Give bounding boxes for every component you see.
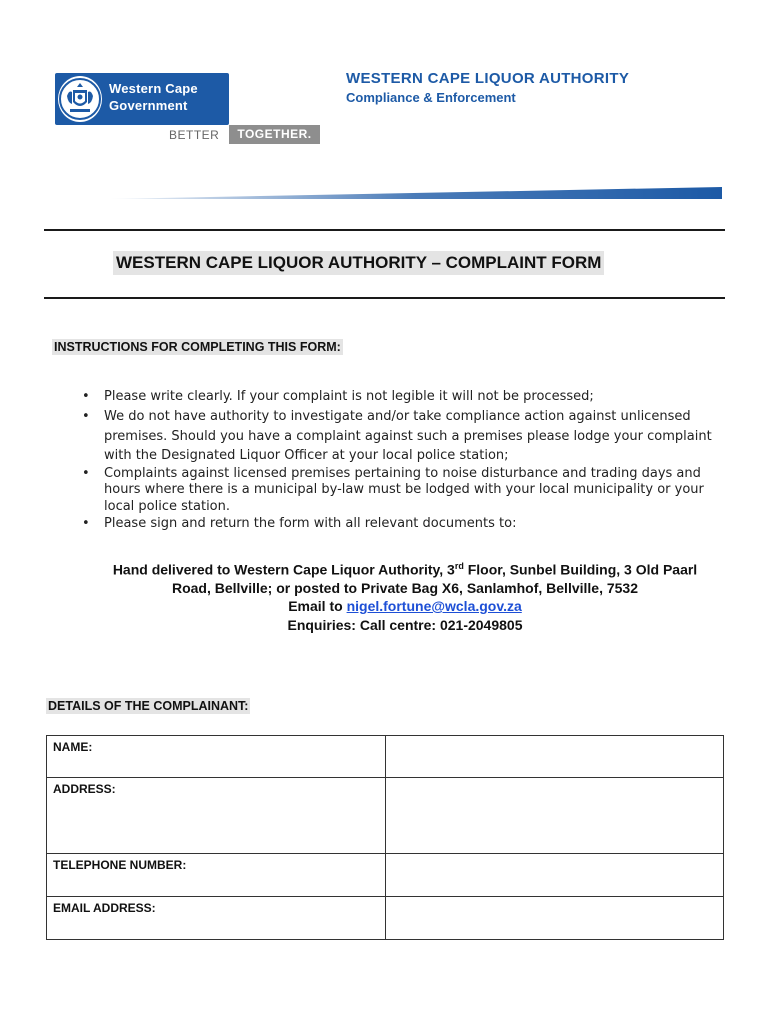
address-field[interactable] — [386, 778, 724, 854]
bullet-icon: • — [82, 409, 90, 424]
list-item — [82, 388, 770, 405]
logo-text-line1: Western Cape — [109, 81, 198, 96]
list-item-line: Complaints against licensed premises pertaining to noise disturbance and trading days and — [104, 465, 701, 481]
list-item-line: We do not have authority to investigate and/or take compliance action against unlicensed — [104, 409, 691, 424]
table-row — [47, 854, 724, 897]
list-item-line: local police station. — [104, 498, 231, 514]
delivery-email-line — [40, 598, 770, 614]
name-field[interactable] — [386, 736, 724, 778]
form-title: WESTERN CAPE LIQUOR AUTHORITY – COMPLAINT FORM — [113, 251, 604, 275]
table-row — [47, 778, 724, 854]
wcg-logo — [55, 73, 229, 125]
list-item — [82, 407, 770, 466]
delivery-line1-sup: rd — [454, 561, 464, 571]
name-label: NAME: — [53, 740, 93, 754]
table-row — [47, 897, 724, 940]
list-item-line: Please write clearly. If your complaint is not legible it will not be processed; — [104, 389, 594, 404]
list-item-line: hours where there is a municipal by-law must be lodged with your local municipality or your — [104, 482, 704, 497]
enquiries-line: Enquiries: Call centre: 021-2049805 — [287, 617, 523, 633]
table-cell-label — [47, 897, 386, 940]
tagline-together: TOGETHER. — [229, 125, 320, 144]
table-cell-label — [47, 778, 386, 854]
delivery-line1-text-b: Floor, Sunbel Building, 3 Old Paarl — [463, 561, 698, 578]
list-item-line: with the Designated Liquor Officer at your local police station; — [104, 448, 509, 463]
tagline-better: BETTER — [169, 128, 220, 142]
email-label: Email to — [288, 598, 347, 614]
list-item-line: premises. Should you have a complaint against such a premises please lodge your complaint — [104, 428, 712, 444]
email-address-label: EMAIL ADDRESS: — [53, 901, 156, 915]
bullet-icon: • — [82, 465, 90, 481]
title-rule-bottom — [44, 297, 725, 299]
email-address-field[interactable] — [386, 897, 724, 940]
instructions-list — [82, 388, 770, 532]
list-item — [82, 515, 770, 532]
delivery-address-line2: Road, Bellville; or posted to Private Bag X6, Sanlamhof, Bellville, 7532 — [171, 580, 639, 596]
logo-text-line2: Government — [109, 98, 188, 113]
delivery-address-line1 — [40, 561, 770, 578]
title-rule-top — [44, 229, 725, 231]
delivery-line1-text: Hand delivered to Western Cape Liquor Authority, 3 — [112, 561, 455, 578]
bullet-icon: • — [82, 389, 90, 404]
instructions-heading: INSTRUCTIONS FOR COMPLETING THIS FORM: — [54, 340, 341, 354]
complainant-details-table — [46, 735, 724, 940]
table-cell-label — [47, 736, 386, 778]
email-link[interactable]: nigel.fortune@wcla.gov.za — [346, 598, 522, 614]
authority-title: WESTERN CAPE LIQUOR AUTHORITY — [346, 70, 630, 87]
list-item — [82, 466, 770, 516]
telephone-label: TELEPHONE NUMBER: — [53, 858, 187, 872]
list-item-line: Please sign and return the form with all relevant documents to: — [104, 516, 517, 531]
bullet-icon: • — [82, 516, 90, 531]
header-swoosh-divider — [110, 185, 725, 201]
table-cell-label — [47, 854, 386, 897]
authority-subtitle: Compliance & Enforcement — [346, 90, 516, 105]
telephone-field[interactable] — [386, 854, 724, 897]
table-row — [47, 736, 724, 778]
tagline — [169, 125, 320, 144]
coat-of-arms-icon — [58, 76, 102, 122]
complainant-heading: DETAILS OF THE COMPLAINANT: — [48, 699, 249, 713]
address-label: ADDRESS: — [53, 782, 116, 796]
